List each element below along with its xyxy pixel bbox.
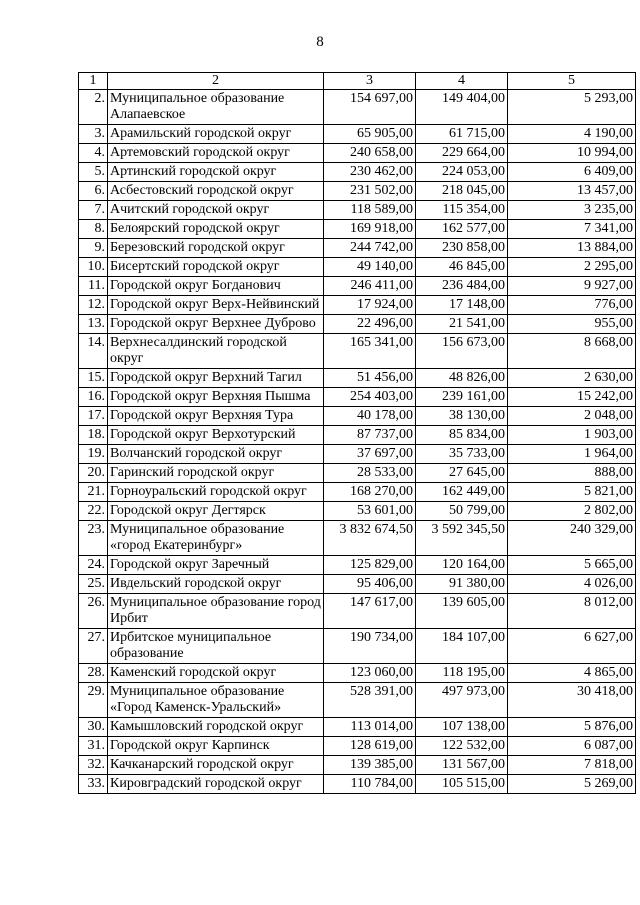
column-3-value: 95 406,00 <box>324 575 416 594</box>
row-number: 28. <box>79 664 108 683</box>
table-row <box>79 575 636 594</box>
column-3-value: 49 140,00 <box>324 258 416 277</box>
municipality-name: Городской округ Богданович <box>108 277 324 296</box>
column-header: 2 <box>108 73 324 90</box>
column-4-value: 156 673,00 <box>416 334 508 369</box>
column-4-value: 236 484,00 <box>416 277 508 296</box>
municipality-name: Городской округ Заречный <box>108 556 324 575</box>
column-4-value: 17 148,00 <box>416 296 508 315</box>
table-row <box>79 664 636 683</box>
table-row <box>79 426 636 445</box>
table-row <box>79 683 636 718</box>
column-5-value: 10 994,00 <box>508 144 636 163</box>
column-5-value: 888,00 <box>508 464 636 483</box>
column-3-value: 51 456,00 <box>324 369 416 388</box>
column-3-value: 118 589,00 <box>324 201 416 220</box>
column-5-value: 5 269,00 <box>508 775 636 794</box>
row-number: 10. <box>79 258 108 277</box>
column-5-value: 2 048,00 <box>508 407 636 426</box>
municipality-name: Муниципальное образование Алапаевское <box>108 90 324 125</box>
table-row <box>79 445 636 464</box>
table-row <box>79 125 636 144</box>
column-4-value: 162 577,00 <box>416 220 508 239</box>
column-5-value: 7 341,00 <box>508 220 636 239</box>
table-row <box>79 594 636 629</box>
column-5-value: 7 818,00 <box>508 756 636 775</box>
column-5-value: 776,00 <box>508 296 636 315</box>
row-number: 25. <box>79 575 108 594</box>
column-5-value: 1 964,00 <box>508 445 636 464</box>
table-row <box>79 277 636 296</box>
column-3-value: 22 496,00 <box>324 315 416 334</box>
column-5-value: 9 927,00 <box>508 277 636 296</box>
row-number: 2. <box>79 90 108 125</box>
municipality-name: Муниципальное образование «город Екатеринбург» <box>108 521 324 556</box>
column-4-value: 139 605,00 <box>416 594 508 629</box>
row-number: 26. <box>79 594 108 629</box>
column-5-value: 240 329,00 <box>508 521 636 556</box>
column-3-value: 28 533,00 <box>324 464 416 483</box>
column-4-value: 162 449,00 <box>416 483 508 502</box>
table-row <box>79 334 636 369</box>
column-5-value: 6 087,00 <box>508 737 636 756</box>
municipality-name: Городской округ Верхняя Пышма <box>108 388 324 407</box>
column-3-value: 244 742,00 <box>324 239 416 258</box>
row-number: 16. <box>79 388 108 407</box>
column-5-value: 8 012,00 <box>508 594 636 629</box>
column-3-value: 65 905,00 <box>324 125 416 144</box>
budget-table <box>78 72 636 794</box>
municipality-name: Камышловский городской округ <box>108 718 324 737</box>
column-header: 3 <box>324 73 416 90</box>
row-number: 8. <box>79 220 108 239</box>
column-5-value: 5 665,00 <box>508 556 636 575</box>
municipality-name: Белоярский городской округ <box>108 220 324 239</box>
row-number: 15. <box>79 369 108 388</box>
table-row <box>79 258 636 277</box>
row-number: 14. <box>79 334 108 369</box>
column-4-value: 35 733,00 <box>416 445 508 464</box>
table-row <box>79 464 636 483</box>
row-number: 13. <box>79 315 108 334</box>
column-5-value: 4 190,00 <box>508 125 636 144</box>
municipality-name: Березовский городской округ <box>108 239 324 258</box>
column-4-value: 50 799,00 <box>416 502 508 521</box>
column-3-value: 165 341,00 <box>324 334 416 369</box>
page-number: 8 <box>316 34 324 50</box>
municipality-name: Городской округ Верх-Нейвинский <box>108 296 324 315</box>
municipality-name: Муниципальное образование «Город Каменск-Уральский» <box>108 683 324 718</box>
municipality-name: Волчанский городской округ <box>108 445 324 464</box>
row-number: 4. <box>79 144 108 163</box>
table-row <box>79 521 636 556</box>
column-3-value: 154 697,00 <box>324 90 416 125</box>
column-5-value: 2 630,00 <box>508 369 636 388</box>
column-3-value: 147 617,00 <box>324 594 416 629</box>
table-body <box>79 90 636 794</box>
column-4-value: 230 858,00 <box>416 239 508 258</box>
column-5-value: 4 865,00 <box>508 664 636 683</box>
column-3-value: 40 178,00 <box>324 407 416 426</box>
column-4-value: 38 130,00 <box>416 407 508 426</box>
column-5-value: 2 295,00 <box>508 258 636 277</box>
column-3-value: 240 658,00 <box>324 144 416 163</box>
column-5-value: 5 876,00 <box>508 718 636 737</box>
column-4-value: 105 515,00 <box>416 775 508 794</box>
column-4-value: 3 592 345,50 <box>416 521 508 556</box>
municipality-name: Городской округ Дегтярск <box>108 502 324 521</box>
municipality-name: Городской округ Карпинск <box>108 737 324 756</box>
column-4-value: 122 532,00 <box>416 737 508 756</box>
municipality-name: Каменский городской округ <box>108 664 324 683</box>
table-row <box>79 556 636 575</box>
column-3-value: 128 619,00 <box>324 737 416 756</box>
table-row <box>79 369 636 388</box>
column-3-value: 125 829,00 <box>324 556 416 575</box>
municipality-name: Городской округ Верхний Тагил <box>108 369 324 388</box>
column-3-value: 110 784,00 <box>324 775 416 794</box>
column-3-value: 53 601,00 <box>324 502 416 521</box>
column-5-value: 1 903,00 <box>508 426 636 445</box>
column-4-value: 118 195,00 <box>416 664 508 683</box>
municipality-name: Городской округ Верхотурский <box>108 426 324 445</box>
column-3-value: 190 734,00 <box>324 629 416 664</box>
municipality-name: Городской округ Верхнее Дуброво <box>108 315 324 334</box>
municipality-name: Артинский городской округ <box>108 163 324 182</box>
column-3-value: 169 918,00 <box>324 220 416 239</box>
row-number: 12. <box>79 296 108 315</box>
column-3-value: 37 697,00 <box>324 445 416 464</box>
table-row <box>79 407 636 426</box>
row-number: 5. <box>79 163 108 182</box>
column-5-value: 8 668,00 <box>508 334 636 369</box>
row-number: 33. <box>79 775 108 794</box>
municipality-name: Кировградский городской округ <box>108 775 324 794</box>
column-4-value: 120 164,00 <box>416 556 508 575</box>
column-4-value: 229 664,00 <box>416 144 508 163</box>
row-number: 29. <box>79 683 108 718</box>
table-row <box>79 775 636 794</box>
row-number: 18. <box>79 426 108 445</box>
municipality-name: Верхнесалдинский городской округ <box>108 334 324 369</box>
column-5-value: 6 409,00 <box>508 163 636 182</box>
row-number: 21. <box>79 483 108 502</box>
table-row <box>79 182 636 201</box>
column-3-value: 168 270,00 <box>324 483 416 502</box>
column-5-value: 2 802,00 <box>508 502 636 521</box>
column-4-value: 46 845,00 <box>416 258 508 277</box>
column-4-value: 115 354,00 <box>416 201 508 220</box>
column-4-value: 497 973,00 <box>416 683 508 718</box>
municipality-name: Горноуральский городской округ <box>108 483 324 502</box>
column-header: 5 <box>508 73 636 90</box>
column-4-value: 61 715,00 <box>416 125 508 144</box>
table-row <box>79 388 636 407</box>
column-4-value: 91 380,00 <box>416 575 508 594</box>
column-3-value: 230 462,00 <box>324 163 416 182</box>
municipality-name: Качканарский городской округ <box>108 756 324 775</box>
column-4-value: 131 567,00 <box>416 756 508 775</box>
column-5-value: 5 293,00 <box>508 90 636 125</box>
municipality-name: Гаринский городской округ <box>108 464 324 483</box>
table-row <box>79 239 636 258</box>
table-row <box>79 163 636 182</box>
column-3-value: 113 014,00 <box>324 718 416 737</box>
column-5-value: 13 457,00 <box>508 182 636 201</box>
row-number: 24. <box>79 556 108 575</box>
municipality-name: Бисертский городской округ <box>108 258 324 277</box>
column-header: 1 <box>79 73 108 90</box>
column-4-value: 107 138,00 <box>416 718 508 737</box>
column-4-value: 149 404,00 <box>416 90 508 125</box>
table-header-row <box>79 73 636 90</box>
row-number: 19. <box>79 445 108 464</box>
row-number: 17. <box>79 407 108 426</box>
municipality-name: Арамильский городской округ <box>108 125 324 144</box>
row-number: 11. <box>79 277 108 296</box>
table-row <box>79 220 636 239</box>
table-row <box>79 718 636 737</box>
row-number: 30. <box>79 718 108 737</box>
row-number: 20. <box>79 464 108 483</box>
municipality-name: Артемовский городской округ <box>108 144 324 163</box>
table-row <box>79 296 636 315</box>
column-5-value: 6 627,00 <box>508 629 636 664</box>
table-row <box>79 90 636 125</box>
column-3-value: 3 832 674,50 <box>324 521 416 556</box>
row-number: 31. <box>79 737 108 756</box>
row-number: 27. <box>79 629 108 664</box>
table-row <box>79 502 636 521</box>
column-3-value: 139 385,00 <box>324 756 416 775</box>
table-row <box>79 629 636 664</box>
table-row <box>79 737 636 756</box>
row-number: 3. <box>79 125 108 144</box>
row-number: 22. <box>79 502 108 521</box>
row-number: 23. <box>79 521 108 556</box>
municipality-name: Городской округ Верхняя Тура <box>108 407 324 426</box>
column-3-value: 231 502,00 <box>324 182 416 201</box>
column-4-value: 48 826,00 <box>416 369 508 388</box>
municipality-name: Асбестовский городской округ <box>108 182 324 201</box>
column-5-value: 13 884,00 <box>508 239 636 258</box>
column-3-value: 254 403,00 <box>324 388 416 407</box>
municipality-name: Муниципальное образование город Ирбит <box>108 594 324 629</box>
column-5-value: 3 235,00 <box>508 201 636 220</box>
column-3-value: 17 924,00 <box>324 296 416 315</box>
column-5-value: 15 242,00 <box>508 388 636 407</box>
municipality-name: Ирбитское муниципальное образование <box>108 629 324 664</box>
column-header: 4 <box>416 73 508 90</box>
column-4-value: 224 053,00 <box>416 163 508 182</box>
table-row <box>79 756 636 775</box>
row-number: 7. <box>79 201 108 220</box>
column-3-value: 123 060,00 <box>324 664 416 683</box>
column-5-value: 955,00 <box>508 315 636 334</box>
column-4-value: 239 161,00 <box>416 388 508 407</box>
municipality-name: Ивдельский городской округ <box>108 575 324 594</box>
municipality-name: Ачитский городской округ <box>108 201 324 220</box>
table-row <box>79 315 636 334</box>
column-3-value: 87 737,00 <box>324 426 416 445</box>
column-4-value: 21 541,00 <box>416 315 508 334</box>
column-4-value: 218 045,00 <box>416 182 508 201</box>
column-4-value: 85 834,00 <box>416 426 508 445</box>
column-5-value: 30 418,00 <box>508 683 636 718</box>
row-number: 9. <box>79 239 108 258</box>
column-4-value: 27 645,00 <box>416 464 508 483</box>
column-5-value: 5 821,00 <box>508 483 636 502</box>
row-number: 6. <box>79 182 108 201</box>
column-5-value: 4 026,00 <box>508 575 636 594</box>
row-number: 32. <box>79 756 108 775</box>
table-row <box>79 483 636 502</box>
table-row <box>79 144 636 163</box>
column-4-value: 184 107,00 <box>416 629 508 664</box>
table-row <box>79 201 636 220</box>
column-3-value: 528 391,00 <box>324 683 416 718</box>
column-3-value: 246 411,00 <box>324 277 416 296</box>
